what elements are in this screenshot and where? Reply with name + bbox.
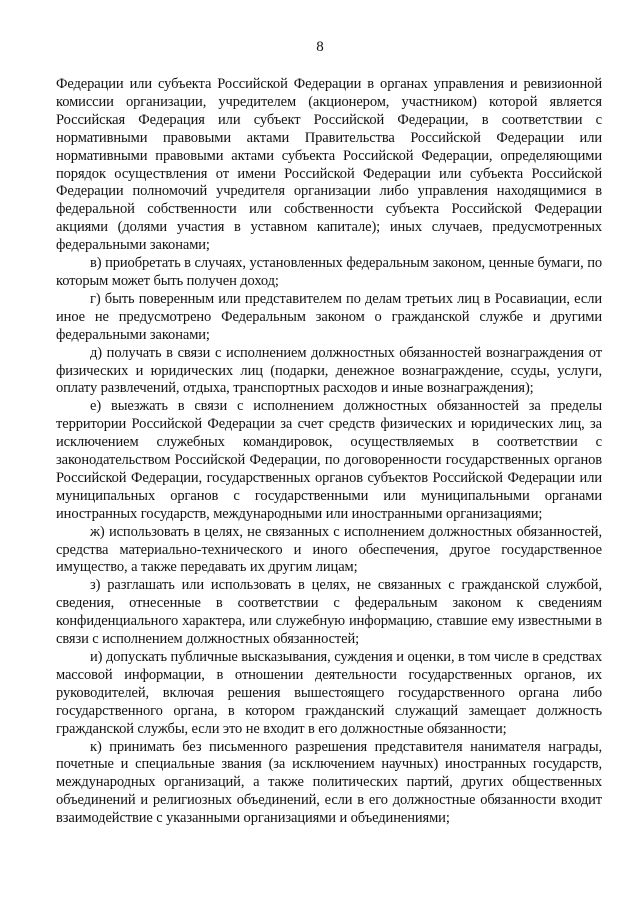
paragraph-item-d: д) получать в связи с исполнением должностных обязанностей вознаграждения от физических и юридических лиц (подарки, денежное вознаграждение, ссуды, услуги, оплату развлечений, отдыха, транспортных расходов и иные вознаграждения); xyxy=(56,344,602,397)
paragraph-item-i: и) допускать публичные высказывания, суждения и оценки, в том числе в средствах массовой информации, в отношении деятельности государственных органов, их руководителей, включая решения вышестоящего государственного органа либо государственного органа, в котором гражданский служащий замещает должность гражданской службы, если это не входит в его должностные обязанности; xyxy=(56,649,602,737)
document-body xyxy=(56,76,602,828)
paragraph-item-e: е) выезжать в связи с исполнением должностных обязанностей за пределы территории Российской Федерации за счет средств физических и юридических лиц, за исключением служебных командировок, осуществляемых в соответствии с законодательством Российской Федерации, по договоренности государственных органов Российской Федерации, государственных органов субъектов Российской Федерации или муниципальных органов с государственными или муниципальными органами иностранных государств, международными или иностранными организациями; xyxy=(56,398,602,522)
paragraph-item-k: к) принимать без письменного разрешения представителя нанимателя награды, почетные и специальные звания (за исключением научных) иностранных государств, международных организаций, а также политических партий, других общественных объединений и религиозных объединений, если в его должностные обязанности входит взаимодействие с указанными организациями и объединениями; xyxy=(56,738,602,827)
paragraph-continuation: Федерации или субъекта Российской Федерации в органах управления и ревизионной комиссии организации, учредителем (акционером, участником) которой является Российская Федерация или субъект Российской Федерации, в соответствии с нормативными правовыми актами Правительства Российской Федерации или нормативными правовыми актами субъекта Российской Федерации, определяющими порядок осуществления от имени Российской Федерации или субъекта Российской Федерации полномочий учредителя организации либо управления находящимися в федеральной собственности или собственности субъекта Российской Федерации акциями (долями участия в уставном капитале); иных случаев, предусмотренных федеральными законами; xyxy=(56,76,602,254)
page-number: 8 xyxy=(316,39,324,55)
paragraph-item-zh: ж) использовать в целях, не связанных с исполнением должностных обязанностей, средства материально-технического и иного обеспечения, другое государственное имущество, а также передавать их другим лицам; xyxy=(56,523,602,576)
paragraph-item-v: в) приобретать в случаях, установленных федеральным законом, ценные бумаги, по которым может быть получен доход; xyxy=(56,255,602,289)
paragraph-item-z: з) разглашать или использовать в целях, не связанных с гражданской службой, сведения, отнесенные в соответствии с федеральным законом к сведениям конфиденциального характера, или служебную информацию, ставшие ему известными в связи с исполнением должностных обязанностей; xyxy=(56,577,602,648)
paragraph-item-g: г) быть поверенным или представителем по делам третьих лиц в Росавиации, если иное не предусмотрено Федеральным законом о гражданской службе и другими федеральными законами; xyxy=(56,290,602,343)
